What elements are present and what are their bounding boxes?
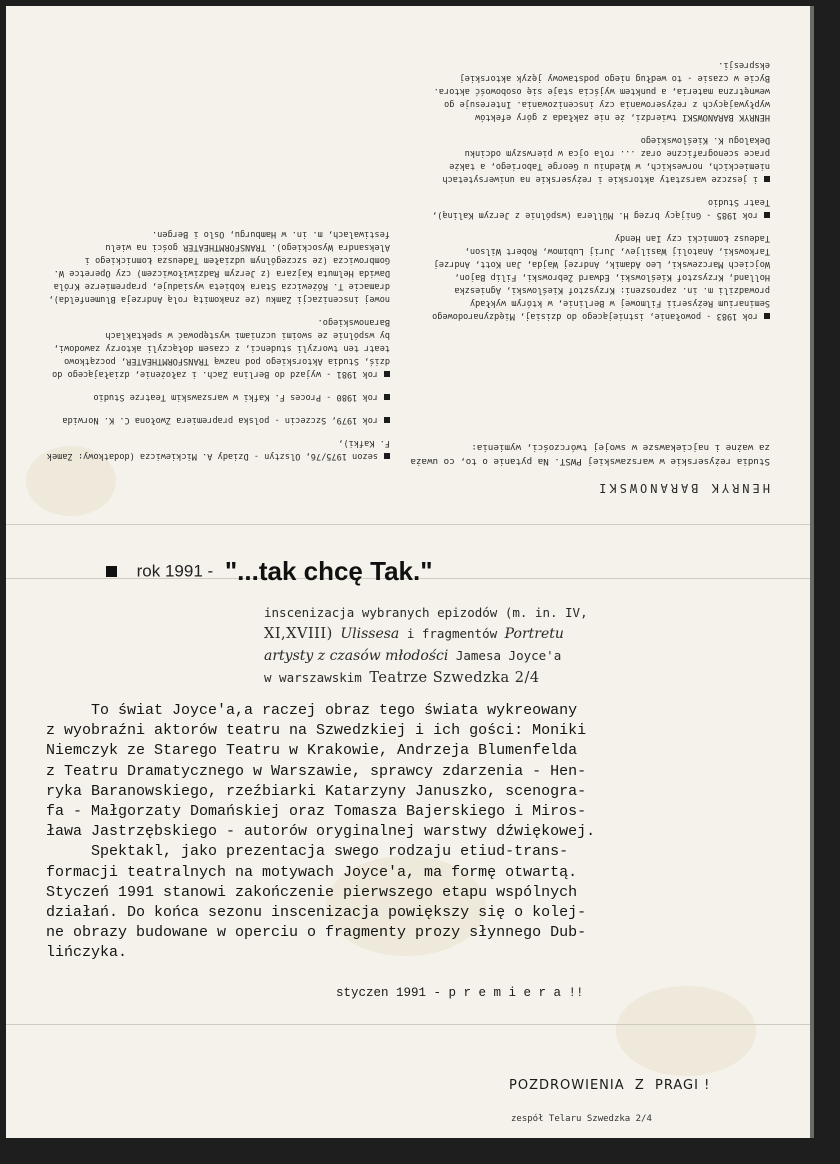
upside-down-panel bbox=[6, 32, 810, 522]
subtitle-line: inscenizacja wybranych epizodów (m. in. IV, bbox=[264, 605, 588, 620]
bullet-square-icon bbox=[384, 395, 390, 401]
body-line: formacji teatralnych na motywach Joyce'a, ma formę otwartą. bbox=[46, 863, 578, 881]
production-banner bbox=[106, 556, 433, 592]
subtitle-line: artysty z czasów młodości Jamesa Joyce'a bbox=[264, 648, 562, 664]
career-item: rok 1985 - Gnijący brzeg H. Müllera (wspólnie z Jerzym Kaliną), Teatr Studio bbox=[432, 197, 770, 220]
body-line: Styczeń 1991 stanowi zakończenie pierwszego etapu wspólnych bbox=[46, 883, 578, 901]
fold-line bbox=[6, 1024, 810, 1025]
premiere-note: styczen 1991 - p r e m i e r a !! bbox=[336, 986, 584, 1000]
career-item: rok 1980 - Proces F. Kafki w warszawskim Teatrze Studio bbox=[40, 390, 390, 403]
greeting: POZDROWIENIA Z PRAGI ! bbox=[509, 1078, 711, 1093]
bullet-square-icon bbox=[384, 454, 390, 460]
career-item: rok 1979, Szczecin - polska prapremiera Zwołona C. K. Norwida bbox=[40, 413, 390, 426]
career-item: HENRYK BARANOWSKI twierdzi, że nie zakłada z góry efektów wypływających z reżyserowania czy inscenizowania. Interesuje go wewnętrzna materia, a punktem wyjścia staje się osobowość aktora. Bycie w czasie - to według niego podstawowy język aktorskiej ekspresji. bbox=[433, 60, 770, 122]
body-line: Niemczyk ze Starego Teatru w Krakowie, Andrzeja Blumenfelda bbox=[46, 742, 578, 760]
fold-line bbox=[6, 524, 810, 525]
career-item: rok 1981 - wyjazd do Berlina Zach. i założenie, działającego do dziś, Studia Aktorskiego pod nazwą TRANSFORMTHEATER, początkowo teatr ten tworzyli studenci, z czasem dołączyli aktorzy zawodowi, by wspólnie ze swoimi uczniami występować w spektaklach Baranowskiego. bbox=[52, 317, 390, 379]
page-edge-shadow bbox=[810, 6, 814, 1138]
body-line: działań. Do końca sezonu inscenizacja powiększy się o kolej- bbox=[46, 904, 587, 922]
team-signature: zespół Telaru Szwedzka 2/4 bbox=[511, 1114, 652, 1124]
body-line: z wyobraźni aktorów teatru na Szwedzkiej i ich gości: Moniki bbox=[46, 722, 587, 740]
production-description bbox=[46, 701, 806, 964]
subtitle-line: w warszawskim Teatrze Szwedzka 2/4 bbox=[264, 670, 540, 686]
body-line: fa - Małgorzaty Domańskiej oraz Tomasza Bajerskiego i Miros- bbox=[46, 803, 587, 821]
body-line: ryka Baranowskiego, rzeźbiarki Katarzyny Januszko, scenogra- bbox=[46, 782, 587, 800]
bullet-square-icon bbox=[384, 372, 390, 378]
career-item: i jeszcze warsztaty aktorskie i reżyserskie na uniwersytetach niemieckich, norweskich, w Wiedniu u George Taboriego, a także prace scenograficzne oraz ... rola ojca w pierwszym odcinku Dekalogu K. Kieślowskiego bbox=[442, 135, 770, 184]
career-item: rok 1983 - powołanie, istniejącego do dzisiaj, Międzynarodowego Seminarium Reżyserii Filmowej w Berlinie, w którym wykłady prowadzili m. in. zaproszeni: Krzysztof Kieślowski, Agnieszka Holland, Krzysztof Kieślowski, Edward Żebrowski, Filip Bajon, Wojciech Marczewski, Leo Adamik, Andrzej Wajda, Jan Kott, Andrzej Tarkowski, Anatolij Wasiljev, Jurij Lubimow, Robert Wilson, Tadeusz Łomnicki czy Ian Hendy bbox=[432, 233, 770, 321]
body-line: z Teatru Dramatycznego w Warszawie, sprawcy zdarzenia - Hen- bbox=[46, 762, 587, 780]
bullet-square-icon bbox=[764, 314, 770, 320]
author-name: HENRYK BARANOWSKI bbox=[596, 481, 770, 495]
program-sheet bbox=[6, 6, 810, 1138]
body-line: ława Jastrzębskiego - autorów oryginalnej warstwy dźwiękowej. bbox=[46, 823, 596, 841]
career-column-left bbox=[40, 217, 390, 462]
body-line: ne obrazy budowane w operciu o fragmenty prozy słynnego Dub- bbox=[46, 924, 587, 942]
career-item: sezon 1975/76, Olsztyn - Dziady A. Mickiewicza (dodatkowy: Zamek F. Kafki), bbox=[46, 438, 390, 461]
body-line: lińczyka. bbox=[46, 944, 128, 962]
author-lead: Studia reżyserskie w warszawskiej PWST. Na pytanie o to, co uważa za ważne i najciekawsze w swojej twórczości, wymienia: bbox=[410, 442, 770, 467]
production-subtitle bbox=[264, 602, 734, 689]
bullet-square-icon bbox=[764, 213, 770, 219]
bullet-square-icon bbox=[106, 566, 117, 577]
career-item: nowej inscenizacji Zamku (ze znakomitą rolą Andrzeja Blumenfelda), dramacie T. Różewicza Stara kobieta wysiaduje, prapremierze Króla Dawida Helmuta Kajzara (z Jerzym Radziwiłowiczem) czy Operetce W. Gombrowicza (ze szczególnym udziałem Tadeusza Łomnickiego i Aleksandra Wysockiego). TRANSFORMTHEATER gości na wielu festiwalach, m. in. w Hamburgu, Oslo i Bergen. bbox=[48, 229, 390, 304]
production-title: "...tak chcę Tak." bbox=[224, 556, 433, 586]
body-line: Spektakl, jako prezentacja swego rodzaju etiud-trans- bbox=[46, 843, 569, 861]
body-line: To świat Joyce'a,a raczej obraz tego świata wykreowany bbox=[46, 702, 578, 719]
banner-year: rok 1991 - bbox=[136, 561, 214, 581]
paper-stain bbox=[616, 986, 756, 1076]
bullet-square-icon bbox=[764, 177, 770, 183]
bullet-square-icon bbox=[384, 418, 390, 424]
subtitle-line: XI,XVIII) Ulissesa i fragmentów Portretu bbox=[264, 626, 564, 642]
career-column-right bbox=[430, 48, 770, 322]
